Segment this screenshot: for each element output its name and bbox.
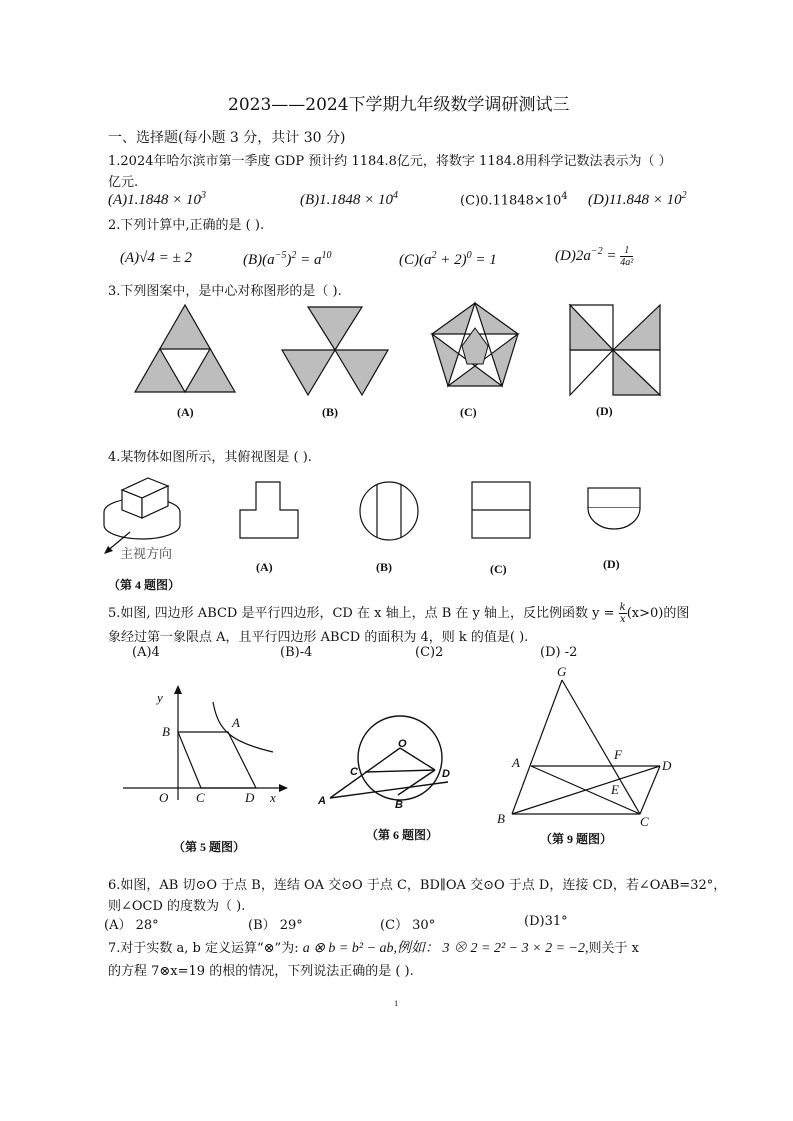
- q6-option-a: (A） 28°: [104, 918, 159, 933]
- fig5-label-d: D: [245, 790, 255, 805]
- q4-label-d: (D): [603, 557, 620, 571]
- q6-option-b: (B） 29°: [248, 918, 303, 933]
- q4-option-b-figure: [357, 480, 421, 542]
- fig5-caption: （第 5 题图）: [173, 840, 246, 854]
- q6-option-d: (D)31°: [524, 914, 568, 929]
- q6-line1: 6.如图，AB 切⊙O 于点 B，连结 OA 交⊙O 于点 C，BD∥OA 交⊙O 于点 D，连接 CD，若∠OAB=32°，: [108, 878, 727, 893]
- q4-label-c: (C): [490, 562, 507, 576]
- q3-label-d: (D): [596, 404, 613, 418]
- fig9-triangle-parallelogram: [505, 672, 680, 827]
- q3-figure-c: [425, 298, 525, 398]
- fig6-label-c: C: [350, 766, 358, 778]
- q5-option-c: (C)2: [415, 645, 444, 660]
- q3-figure-b: [280, 302, 390, 402]
- fig9-label-e: E: [611, 782, 619, 797]
- q1-line1: 1.2024年哈尔滨市第一季度 GDP 预计约 1184.8亿元，将数字 1184.8用科学记数法表示为（ ）: [108, 154, 672, 169]
- q4-option-a-figure: [238, 480, 302, 542]
- q5-option-d: (D) -2: [540, 645, 578, 660]
- q1-option-d: $(D)11.848 \times 10^2$: [588, 190, 687, 208]
- q1-line2: 亿元.: [108, 175, 139, 190]
- q1-option-b: $(B)1.1848 \times 10^4$: [300, 190, 399, 208]
- fig6-label-o: O: [398, 738, 407, 750]
- q4-direction-label: 主视方向: [120, 547, 173, 562]
- page-number: 1: [394, 1000, 399, 1008]
- fig9-label-b: B: [497, 811, 505, 826]
- q4-label-a: (A): [256, 560, 273, 574]
- fig6-label-b: B: [395, 799, 403, 811]
- fig9-label-d: D: [662, 758, 672, 773]
- fig5-label-a: A: [232, 715, 240, 730]
- fig6-caption: （第 6 题图）: [366, 828, 439, 842]
- q3-label-c: (C): [460, 405, 477, 419]
- fig5-label-x: x: [270, 790, 276, 805]
- fig9-label-a: A: [512, 755, 520, 770]
- fig9-label-c: C: [640, 814, 649, 829]
- q7-line1: 7.对于实数 a, b 定义运算“⊗”为: a ⊗ b = b² − ab,例如： 3 ⊗ 2 = 2² − 3 × 2 = −2,则关于 x: [108, 941, 639, 956]
- q6-line2: 则∠OCD 的度数为（ ).: [108, 899, 246, 914]
- q3-label-a: (A): [177, 405, 194, 419]
- fig5-label-y: y: [157, 690, 163, 705]
- q4-option-d-figure: [586, 484, 644, 532]
- q4-stem: 4.某物体如图所示，其俯视图是 ( ).: [108, 450, 312, 465]
- q5-option-b: (B)-4: [280, 645, 313, 660]
- q5-line2: 象经过第一象限点 A，且平行四边形 ABCD 的面积为 4，则 k 的值是( ).: [108, 630, 529, 645]
- q4-label-b: (B): [376, 560, 392, 574]
- q4-caption: （第 4 题图）: [108, 578, 181, 592]
- page-title: 2023——2024下学期九年级数学调研测试三: [228, 95, 570, 115]
- q3-figure-d: [565, 300, 665, 400]
- fig5-parallelogram-graph: [118, 680, 293, 815]
- fig5-label-b: B: [162, 724, 170, 739]
- fig5-label-c: C: [196, 790, 205, 805]
- fig9-caption: （第 9 题图）: [540, 832, 613, 846]
- q2-option-d: $(D)2a^{-2}$ = $\frac{1}{\text{4a²}}$: [555, 245, 634, 268]
- q2-option-a: (A)√4 = ± 2: [120, 250, 192, 266]
- q5-line1: 5.如图, 四边形 ABCD 是平行四边形，CD 在 x 轴上，点 B 在 y 轴上，反比例函数 y = $\frac{k}{x}$ (x>0)的图: [108, 602, 690, 625]
- fig9-label-f: F: [614, 747, 622, 762]
- q2-option-b: $(B)(a^{-5})^2 = a^{10}$: [243, 250, 332, 268]
- q6-option-c: (C） 30°: [380, 918, 436, 933]
- q5-option-a: (A)4: [132, 645, 160, 660]
- q3-stem: 3.下列图案中，是中心对称图形的是（ ).: [108, 284, 342, 299]
- q7-line2: 的方程 7⊗x=19 的根的情况，下列说法正确的是 ( ).: [108, 964, 414, 979]
- q2-option-c: $(C)(a^2 + 2)^0 = 1$: [399, 250, 497, 268]
- q3-label-b: (B): [322, 405, 338, 419]
- fig9-label-g: G: [557, 664, 567, 679]
- section-heading: 一、选择题(每小题 3 分，共计 30 分): [108, 130, 346, 146]
- q1-option-c: $(C)0.11848\times 10^4$: [460, 191, 568, 209]
- q3-figure-a: [130, 300, 240, 400]
- q4-option-c-figure: [470, 480, 534, 542]
- q1-option-a: $(A)1.1848 \times 10^3$: [108, 190, 207, 208]
- q2-stem: 2.下列计算中,正确的是 ( ).: [108, 218, 265, 233]
- fig6-label-d: D: [442, 768, 450, 780]
- fig6-circle-tangent: [315, 700, 460, 815]
- fig5-label-o: O: [159, 790, 169, 805]
- fig6-label-a: A: [318, 795, 326, 807]
